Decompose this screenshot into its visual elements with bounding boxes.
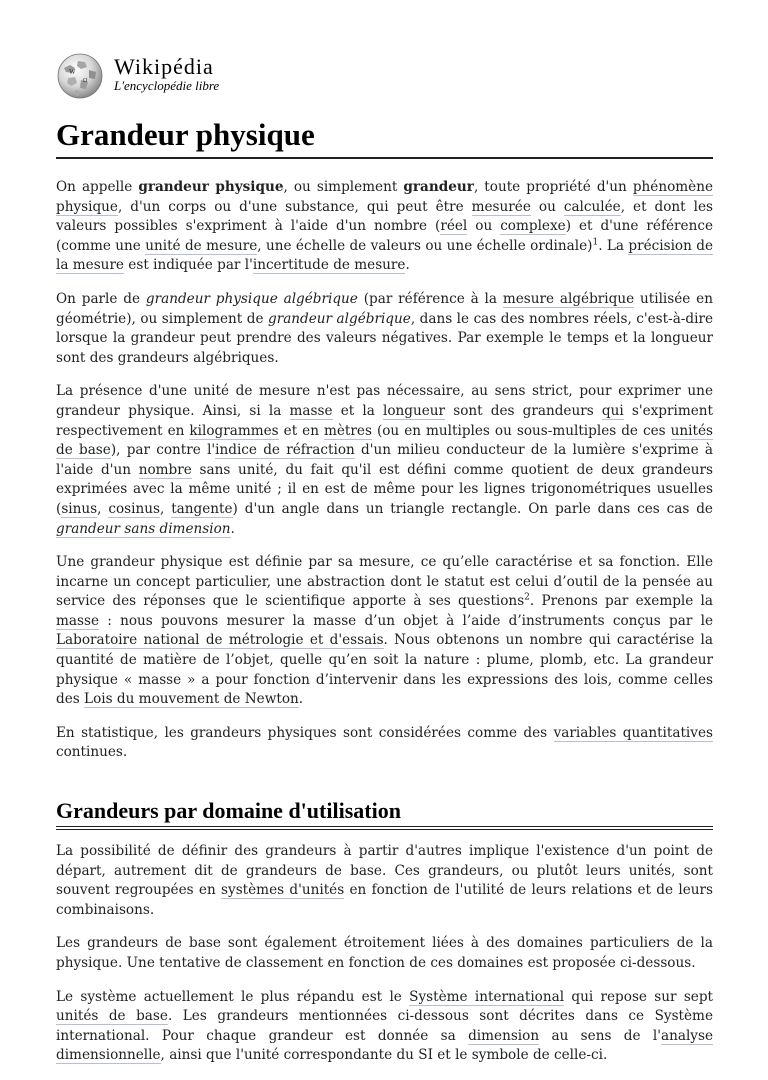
link-analyse-dimensionnelle[interactable]: analyse dimensionnelle xyxy=(56,1027,713,1064)
text: , toute propriété d'un xyxy=(473,179,633,195)
text: . Les grandeurs mentionnées ci-dessous sont décrites dans ce Système international. Pour chaque grandeur est donnée sa xyxy=(56,1008,713,1044)
text: . xyxy=(298,691,304,708)
text: On parle de xyxy=(56,290,146,307)
link-dimension[interactable]: dimension xyxy=(468,1027,540,1044)
text: , xyxy=(159,500,172,517)
paragraph-sans-dimension xyxy=(56,382,713,539)
link-unite-de-mesure[interactable]: unité de mesure xyxy=(145,237,258,254)
link-metres[interactable]: mètres xyxy=(324,422,372,439)
wordmark[interactable] xyxy=(114,56,219,94)
text: . La xyxy=(598,237,629,254)
link-calculee[interactable]: calculée xyxy=(563,198,621,215)
text: : nous pouvons mesurer la masse d’un objet à l’aide d’instruments conçus par le xyxy=(99,612,713,629)
article-body xyxy=(56,178,713,1080)
link-phenomene-physique[interactable]: phénomène physique xyxy=(56,179,714,215)
text: ) d'un angle dans un triangle rectangle. On parle dans ces cas de xyxy=(232,500,713,517)
paragraph-domaines xyxy=(56,934,713,973)
paragraph-algebrique xyxy=(56,290,713,368)
link-sinus[interactable]: sinus xyxy=(61,500,98,517)
link-lois-newton[interactable]: Lois du mouvement de Newton xyxy=(84,691,299,708)
link-complexe[interactable]: complexe xyxy=(500,218,566,235)
text: , d'un corps ou d'une substance, qui peut être xyxy=(117,198,472,215)
italic-term: grandeur algébrique xyxy=(268,310,411,327)
text: est indiquée par l' xyxy=(123,257,253,274)
footnote-ref-1[interactable]: 1 xyxy=(592,237,599,248)
svg-text:W: W xyxy=(69,68,76,76)
text: , une échelle de valeurs ou une échelle ordinale) xyxy=(257,237,593,254)
text: utilisée en géométrie), ou simplement de xyxy=(56,290,713,327)
text: . xyxy=(230,520,235,537)
link-qui[interactable]: qui xyxy=(601,402,624,419)
link-incertitude-de-mesure[interactable]: incertitude de mesure xyxy=(252,257,406,274)
paragraph-statistique xyxy=(56,724,713,763)
paragraph-systeme-international xyxy=(56,988,713,1066)
link-tangente[interactable]: tangente xyxy=(171,500,233,517)
link-nombre[interactable]: nombre xyxy=(138,461,192,478)
link-masse[interactable]: masse xyxy=(56,612,99,629)
site-tagline: L'encyclopédie libre xyxy=(114,78,220,93)
text: ou xyxy=(530,198,564,215)
text: , et dont les valeurs possibles s'expriment à l'aide d'un nombre ( xyxy=(56,198,713,235)
text: (ou en multiples ou sous-multiples de ces xyxy=(371,422,671,439)
link-mesure-algebrique[interactable]: mesure algébrique xyxy=(502,290,635,307)
text: et la xyxy=(332,402,383,419)
link-systemes-d-unites[interactable]: systèmes d'unités xyxy=(221,882,345,899)
link-precision-de-la-mesure[interactable]: précision de la mesure xyxy=(56,237,713,274)
text: qui repose sur sept xyxy=(564,988,714,1005)
text: . Prenons par exemple la xyxy=(529,593,713,610)
section-heading: Grandeurs par domaine d'utilisation xyxy=(56,797,713,830)
paragraph-definition xyxy=(56,553,713,710)
text: ou xyxy=(467,218,501,235)
link-unites-de-base[interactable]: unités de base xyxy=(56,1008,168,1025)
text: sont des grandeurs xyxy=(445,402,602,419)
text: , ou simplement xyxy=(283,179,404,195)
link-kilogrammes[interactable]: kilogrammes xyxy=(189,422,279,439)
text: et en xyxy=(278,422,324,439)
text: Le système actuellement le plus répandu est le xyxy=(56,988,410,1005)
text: La présence d'une unité de mesure n'est pas nécessaire, au sens strict, pour exprimer une grandeur physique. Ainsi, si la xyxy=(56,383,713,419)
text: En statistique, les grandeurs physiques sont considérées comme des xyxy=(56,724,554,741)
link-systeme-international[interactable]: Système international xyxy=(409,988,565,1005)
text: Les grandeurs de base sont également étroitement liées à des domaines particuliers de la physique. Une tentative de classement en fonction de ces domaines est proposée ci-dessous. xyxy=(56,935,713,971)
link-longueur[interactable]: longueur xyxy=(383,402,446,419)
footnote-ref-2[interactable]: 2 xyxy=(524,592,530,603)
link-indice-de-refraction[interactable]: indice de réfraction xyxy=(215,442,355,459)
text: , dans le cas des nombres réels, c'est-à-dire lorsque la grandeur peut prendre des valeurs négatives. Par exemple le temps et la longueur sont des grandeurs algébriques. xyxy=(56,310,713,366)
text: en fonction de l'utilité de leurs relations et de leurs combinaisons. xyxy=(56,882,713,918)
text: . xyxy=(405,257,410,274)
wikipedia-globe-icon[interactable] xyxy=(56,52,104,100)
link-variables-quantitatives[interactable]: variables quantitatives xyxy=(553,724,713,741)
text: , xyxy=(97,500,109,517)
svg-text:Ω: Ω xyxy=(83,78,88,84)
text: La possibilité de définir des grandeurs à partir d'autres implique l'existence d'un point de départ, autrement dit de grandeurs de base. Ces grandeurs, ou plutôt leurs unités, sont souvent regroupées en xyxy=(56,843,713,899)
link-lne[interactable]: Laboratoire national de métrologie et d'essais xyxy=(56,632,384,649)
bold-term: grandeur physique xyxy=(138,179,284,195)
paragraph-intro xyxy=(56,178,713,276)
text: (par référence à la xyxy=(357,290,503,307)
text: , ainsi que l'unité correspondante du SI et le symbole de celle-ci. xyxy=(160,1047,608,1064)
link-cosinus[interactable]: cosinus xyxy=(108,500,160,517)
text: au sens de l' xyxy=(539,1027,661,1044)
link-grandeur-sans-dimension[interactable]: grandeur sans dimension xyxy=(56,520,231,537)
text: sans unité, du fait qu'il est défini comme quotient de deux grandeurs exprimées avec la même unité ; il en est de même pour les lignes trigonométriques usuelles ( xyxy=(56,461,714,517)
text: Une grandeur physique est définie par sa mesure, ce qu’elle caractérise et sa fonction. Elle incarne un concept particulier, une abstraction dont le statut est celui d’outil de la pensée au service des réponses que le scientifique apporte à ses questions xyxy=(56,554,713,610)
page-title: Grandeur physique xyxy=(56,115,713,159)
text: s'expriment respectivement en xyxy=(56,402,713,439)
italic-term: grandeur physique algébrique xyxy=(145,290,358,307)
text: On appelle xyxy=(56,179,139,195)
text: . Nous obtenons un nombre qui caractérise la quantité de matière de l’objet, quelle qu’en soit la nature : plume, plomb, etc. La grandeur physique « masse » a pour fonction d’intervenir dans les expressions des lois, comme celles des xyxy=(56,632,713,708)
paragraph-grandeurs-de-base xyxy=(56,842,713,920)
link-mesuree[interactable]: mesurée xyxy=(471,198,531,215)
link-reel[interactable]: réel xyxy=(440,218,468,235)
link-masse[interactable]: masse xyxy=(289,402,333,419)
text: continues. xyxy=(56,744,128,761)
link-unites-de-base[interactable]: unités de base xyxy=(56,422,713,459)
site-title: Wikipédia xyxy=(114,54,214,79)
text: ) et d'une référence (comme une xyxy=(56,218,713,254)
text: ), par contre l' xyxy=(110,442,216,459)
text: d'un milieu conducteur de la lumière s'exprime à l'aide d'un xyxy=(56,442,713,478)
bold-term: grandeur xyxy=(403,179,474,195)
